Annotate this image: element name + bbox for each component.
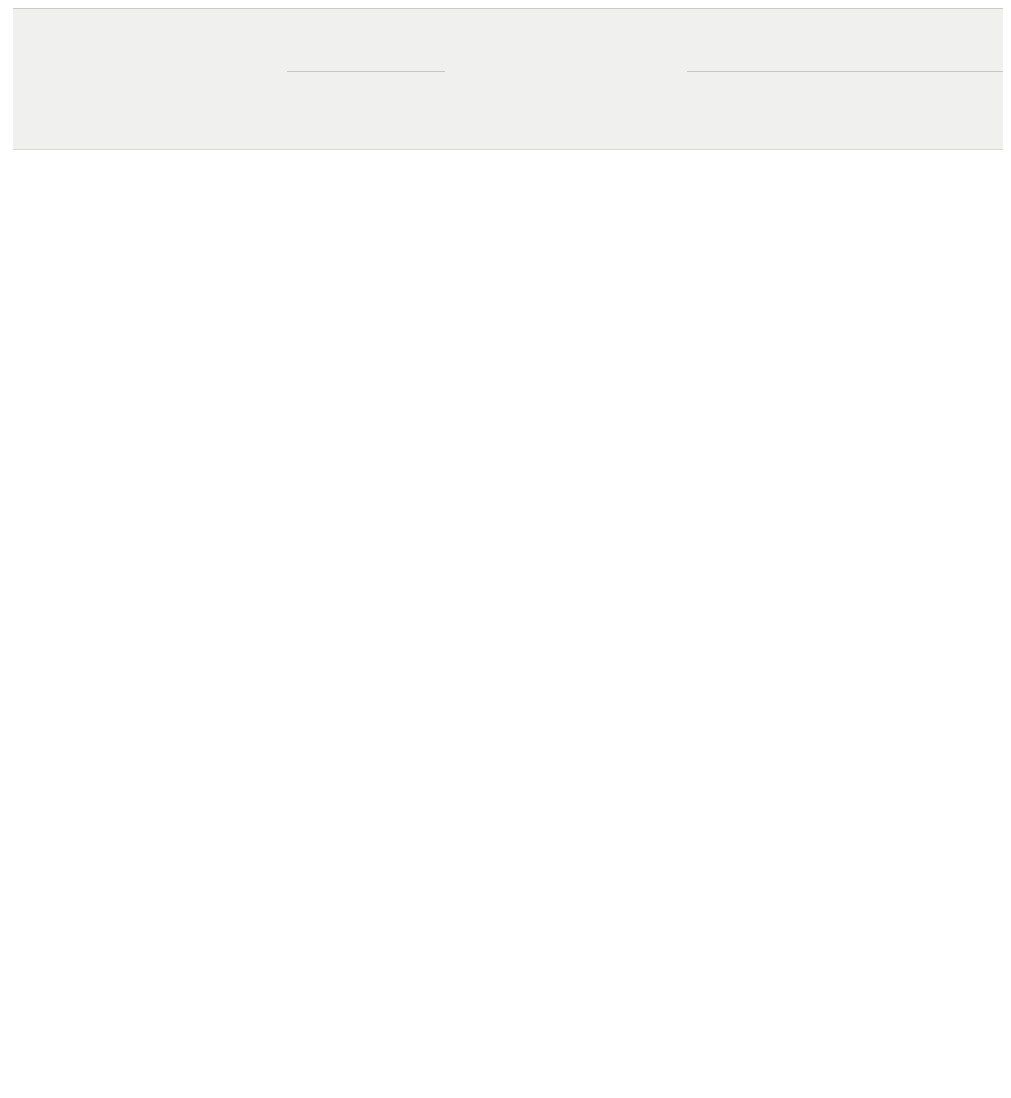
infusion-group-underline (687, 71, 1003, 72)
dose-group-underline (287, 71, 445, 72)
table-header (13, 8, 1003, 150)
